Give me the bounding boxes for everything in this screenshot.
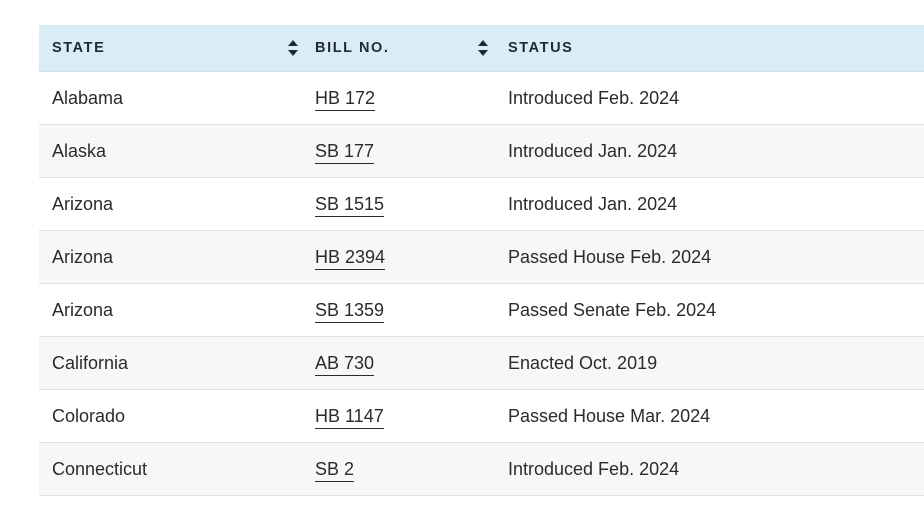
table-row	[39, 337, 924, 390]
bill-link[interactable]: HB 172	[315, 88, 375, 111]
table-row	[39, 443, 924, 496]
table-row	[39, 178, 924, 231]
status-cell: Introduced Feb. 2024	[508, 87, 680, 108]
sort-icon[interactable]	[287, 39, 299, 57]
bill-cell	[302, 406, 495, 427]
bill-link[interactable]: SB 1359	[315, 300, 384, 323]
state-cell: Arizona	[52, 299, 114, 320]
bill-cell	[302, 194, 495, 215]
status-cell: Introduced Feb. 2024	[508, 458, 680, 479]
bill-link[interactable]: SB 2	[315, 459, 354, 482]
sort-icon[interactable]	[477, 39, 489, 57]
bills-table	[39, 25, 924, 496]
state-cell: California	[52, 352, 129, 373]
bill-link[interactable]: SB 177	[315, 141, 374, 164]
state-cell: Arizona	[52, 246, 114, 267]
column-header-bill-label: BILL NO.	[315, 40, 390, 56]
column-header-status-label: STATUS	[508, 40, 574, 56]
status-cell: Passed House Feb. 2024	[508, 246, 712, 267]
column-header-status	[495, 25, 924, 71]
state-cell: Colorado	[52, 405, 126, 426]
status-cell: Enacted Oct. 2019	[508, 352, 658, 373]
state-cell: Connecticut	[52, 458, 148, 479]
bill-cell	[302, 247, 495, 268]
bill-link[interactable]: AB 730	[315, 353, 374, 376]
state-cell: Alabama	[52, 87, 124, 108]
bill-link[interactable]: SB 1515	[315, 194, 384, 217]
state-cell: Alaska	[52, 140, 107, 161]
bill-cell	[302, 300, 495, 321]
column-header-bill[interactable]	[302, 25, 495, 71]
table-row	[39, 284, 924, 337]
status-cell: Introduced Jan. 2024	[508, 140, 678, 161]
table-header	[39, 25, 924, 72]
status-cell: Passed Senate Feb. 2024	[508, 299, 717, 320]
bill-link[interactable]: HB 1147	[315, 406, 384, 429]
table-row	[39, 125, 924, 178]
column-header-state[interactable]	[39, 25, 302, 71]
column-header-state-label: STATE	[52, 40, 106, 56]
status-cell: Introduced Jan. 2024	[508, 193, 678, 214]
table-row	[39, 72, 924, 125]
status-cell: Passed House Mar. 2024	[508, 405, 711, 426]
bill-link[interactable]: HB 2394	[315, 247, 385, 270]
table-row	[39, 390, 924, 443]
bill-cell	[302, 88, 495, 109]
table-row	[39, 231, 924, 284]
bill-cell	[302, 459, 495, 480]
bill-cell	[302, 353, 495, 374]
bill-cell	[302, 141, 495, 162]
state-cell: Arizona	[52, 193, 114, 214]
